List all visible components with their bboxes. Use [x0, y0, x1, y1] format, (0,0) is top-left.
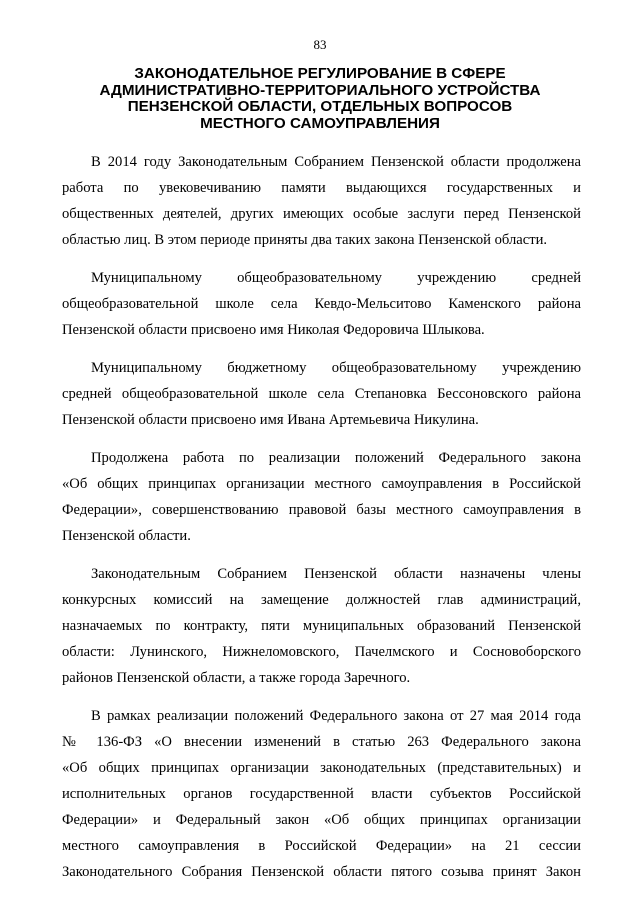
- text-line: «Об общих принципах организации законодательных (представительных) и: [62, 760, 581, 777]
- text-line: Муниципальному бюджетному общеобразовательному учреждению: [91, 360, 581, 377]
- section-heading: [60, 66, 580, 132]
- text-line: Федерации», совершенствованию правовой базы местного самоуправления в: [62, 502, 581, 519]
- text-line: области: Лунинского, Нижнеломовского, Пачелмского и Сосновоборского: [62, 644, 581, 661]
- paragraph: [62, 356, 581, 434]
- text-line: В рамках реализации положений Федерального закона от 27 мая 2014 года: [91, 708, 581, 725]
- text-line: общественных деятелей, других имеющих особые заслуги перед Пензенской: [62, 205, 581, 222]
- text-line: конкурсных комиссий на замещение должностей глав администраций,: [62, 592, 581, 609]
- text-line: районов Пензенской области, а также города Заречного.: [62, 670, 411, 687]
- text-line: «Об общих принципах организации местного самоуправления в Российской: [62, 476, 581, 493]
- heading-line: ПЕНЗЕНСКОЙ ОБЛАСТИ, ОТДЕЛЬНЫХ ВОПРОСОВ: [127, 98, 513, 115]
- text-line: общеобразовательной школе села Кевдо-Мельситово Каменского района: [62, 295, 581, 312]
- text-line: Продолжена работа по реализации положений Федерального закона: [91, 450, 581, 467]
- text-line: В 2014 году Законодательным Собранием Пензенской области продолжена: [91, 154, 581, 170]
- text-line: Федерации» и Федеральный закон «Об общих принципах организации: [62, 811, 581, 828]
- paragraph: [62, 266, 581, 344]
- text-line: Законодательного Собрания Пензенской области пятого созыва принят Закон: [62, 863, 581, 880]
- body-text: [62, 150, 581, 886]
- text-line: местного самоуправления в Российской Федерации» на 21 сессии: [62, 837, 581, 854]
- text-line: работа по увековечиванию памяти выдающихся государственных и: [62, 179, 581, 196]
- paragraph: [62, 562, 581, 691]
- text-line: средней общеобразовательной школе села Степановка Бессоновского района: [62, 386, 581, 403]
- page-number: 83: [313, 37, 327, 52]
- text-line: Пензенской области.: [62, 528, 191, 545]
- text-line: Муниципальному общеобразовательному учреждению средней: [91, 270, 581, 287]
- text-line: исполнительных органов государственной власти субъектов Российской: [62, 786, 581, 803]
- heading-line: ЗАКОНОДАТЕЛЬНОЕ РЕГУЛИРОВАНИЕ В СФЕРЕ: [134, 65, 506, 82]
- text-line: Законодательным Собранием Пензенской области назначены члены: [91, 566, 581, 583]
- paragraph: [62, 446, 581, 550]
- heading-line: МЕСТНОГО САМОУПРАВЛЕНИЯ: [200, 114, 440, 132]
- text-line: Пензенской области присвоено имя Николая Федоровича Шлыкова.: [62, 321, 485, 338]
- text-line: № 136-ФЗ «О внесении изменений в статью 263 Федерального закона: [62, 734, 581, 751]
- heading-line: АДМИНИСТРАТИВНО-ТЕРРИТОРИАЛЬНОГО УСТРОЙСТВА: [99, 81, 541, 99]
- text-line: областью лиц. В этом периоде приняты два таких закона Пензенской области.: [62, 231, 548, 248]
- paragraph: [62, 150, 581, 254]
- text-line: назначаемых по контракту, пяти муниципальных образований Пензенской: [62, 618, 581, 635]
- paragraph: [62, 704, 581, 885]
- text-line: Пензенской области присвоено имя Ивана Артемьевича Никулина.: [62, 412, 479, 429]
